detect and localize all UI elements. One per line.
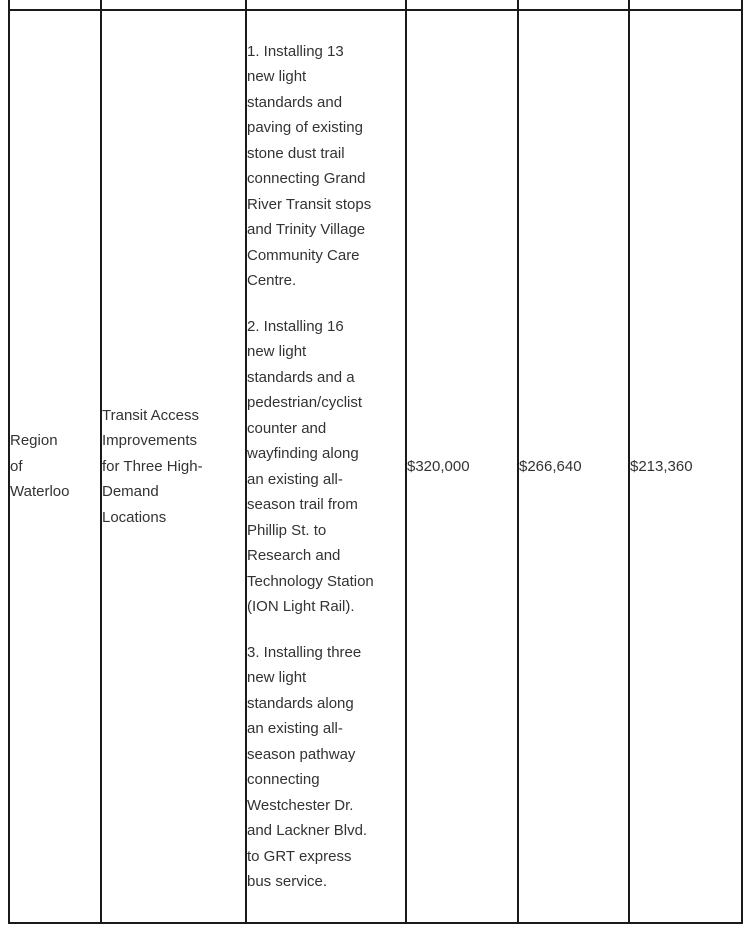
project-title-cell	[101, 10, 246, 923]
region-cell	[9, 10, 101, 923]
project-title-text: Transit Access Improvements for Three High-Demand Locations	[102, 406, 203, 526]
amount-cell-1	[406, 10, 518, 923]
amount-value-1: $320,000	[407, 457, 470, 475]
previous-row-cell	[246, 0, 406, 10]
project-description	[247, 39, 374, 895]
description-paragraph-3: 3. Installing three new light standards along an existing all-season pathway connecting Westchester Dr. and Lackner Blvd. to GRT express bus service.	[247, 643, 368, 890]
table-row-previous-cutoff	[9, 0, 742, 10]
previous-row-cell	[406, 0, 518, 10]
previous-row-cell	[101, 0, 246, 10]
projects-table	[8, 0, 743, 924]
amount-value-2: $266,640	[519, 457, 582, 475]
description-paragraph-1: 1. Installing 13 new light standards and paving of existing stone dust trail connecting Grand River Transit stops and Trinity Village Community Care Centre.	[247, 42, 372, 289]
amount-cell-3	[629, 10, 742, 923]
region-text: Region of Waterloo	[10, 432, 70, 501]
previous-row-cell	[629, 0, 742, 10]
amount-cell-2	[518, 10, 629, 923]
project-description-cell	[246, 10, 406, 923]
previous-row-cell	[518, 0, 629, 10]
amount-value-3: $213,360	[630, 457, 693, 475]
description-paragraph-2: 2. Installing 16 new light standards and a pedestrian/cyclist counter and wayfinding along an existing all-season trail from Phillip St. to Research and Technology Station (ION Light Rail).	[247, 317, 374, 615]
previous-row-cell	[9, 0, 101, 10]
table-row-region-of-waterloo	[9, 10, 742, 923]
